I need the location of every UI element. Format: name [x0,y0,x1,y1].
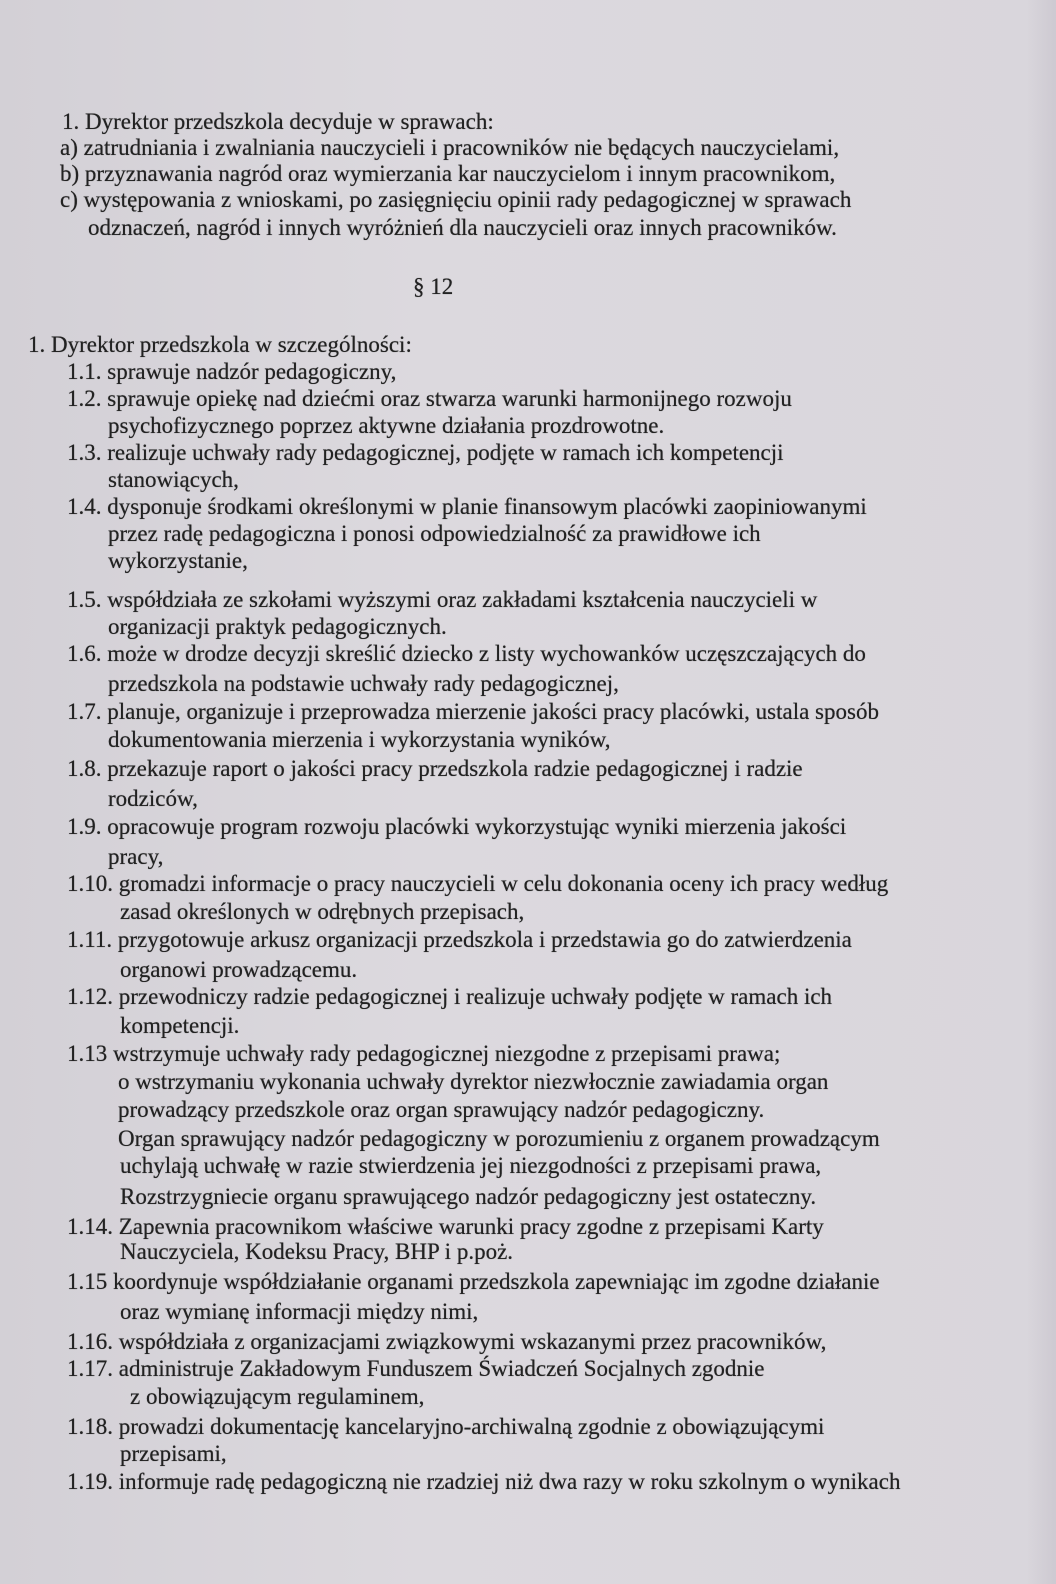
text-line: stanowiących, [108,467,239,492]
text-line: 1.11. przygotowuje arkusz organizacji przedszkola i przedstawia go do zatwierdzenia [67,927,852,952]
text-line: Rozstrzygniecie organu sprawującego nadzór pedagogiczny jest ostateczny. [120,1184,817,1209]
text-line: organowi prowadzącemu. [120,957,358,982]
text-line: 1.19. informuje radę pedagogiczną nie rzadziej niż dwa razy w roku szkolnym o wynikach [67,1469,901,1494]
page-edge-shadow [1026,0,1056,1584]
text-line: 1.4. dysponuje środkami określonymi w planie finansowym placówki zaopiniowanymi [67,494,867,519]
text-line: pracy, [108,844,164,869]
text-line: a) zatrudniania i zwalniania nauczycieli i pracowników nie będących nauczycielami, [60,135,840,160]
text-line: Nauczyciela, Kodeksu Pracy, BHP i p.poż. [120,1239,514,1264]
text-line: 1.2. sprawuje opiekę nad dziećmi oraz stwarza warunki harmonijnego rozwoju [67,386,792,411]
text-line: c) występowania z wnioskami, po zasięgnięciu opinii rady pedagogicznej w sprawach [60,187,852,212]
text-line: 1.12. przewodniczy radzie pedagogicznej i realizuje uchwały podjęte w ramach ich [67,984,833,1009]
text-line: o wstrzymaniu wykonania uchwały dyrektor niezwłocznie zawiadamia organ [118,1069,829,1094]
text-line: b) przyznawania nagród oraz wymierzania kar nauczycielom i innym pracownikom, [60,161,836,186]
text-line: przez radę pedagogiczna i ponosi odpowiedzialność za prawidłowe ich [108,521,761,546]
text-line: 1.16. współdziała z organizacjami związkowymi wskazanymi przez pracowników, [67,1329,827,1354]
text-line: 1.5. współdziała ze szkołami wyższymi oraz zakładami kształcenia nauczycieli w [67,587,818,612]
text-line: wykorzystanie, [108,548,248,573]
text-line: 1.8. przekazuje raport o jakości pracy przedszkola radzie pedagogicznej i radzie [67,756,803,781]
paragraph-heading: § 12 [413,274,454,299]
text-line: 1.7. planuje, organizuje i przeprowadza mierzenie jakości pracy placówki, ustala sposób [67,699,879,724]
text-line: 1.13 wstrzymuje uchwały rady pedagogicznej niezgodne z przepisami prawa; [67,1041,781,1066]
text-line: rodziców, [108,786,198,811]
text-line: przepisami, [120,1441,227,1466]
text-line: 1.15 koordynuje współdziałanie organami przedszkola zapewniając im zgodne działanie [67,1269,880,1294]
text-line: psychofizycznego poprzez aktywne działania prozdrowotne. [108,413,665,438]
text-line: Organ sprawujący nadzór pedagogiczny w porozumieniu z organem prowadzącym [118,1126,880,1151]
text-line: prowadzący przedszkole oraz organ sprawujący nadzór pedagogiczny. [118,1097,765,1122]
text-line: przedszkola na podstawie uchwały rady pedagogicznej, [108,671,619,696]
text-line: organizacji praktyk pedagogicznych. [108,614,447,639]
text-line: 1.9. opracowuje program rozwoju placówki wykorzystując wyniki mierzenia jakości [67,814,847,839]
text-line: 1. Dyrektor przedszkola decyduje w sprawach: [62,109,494,134]
text-line: 1.6. może w drodze decyzji skreślić dziecko z listy wychowanków uczęszczających do [67,641,866,666]
text-line: dokumentowania mierzenia i wykorzystania wyników, [108,727,611,752]
text-line: 1.17. administruje Zakładowym Funduszem Świadczeń Socjalnych zgodnie [67,1356,765,1381]
text-line: uchylają uchwałę w razie stwierdzenia jej niezgodności z przepisami prawa, [120,1153,822,1178]
text-line: 1. Dyrektor przedszkola w szczególności: [28,332,412,357]
text-line: kompetencji. [120,1013,240,1038]
text-line: 1.18. prowadzi dokumentację kancelaryjno-archiwalną zgodnie z obowiązującymi [67,1414,825,1439]
text-line: 1.14. Zapewnia pracownikom właściwe warunki pracy zgodne z przepisami Karty [67,1214,824,1239]
text-line: z obowiązującym regulaminem, [130,1384,425,1409]
text-line: 1.1. sprawuje nadzór pedagogiczny, [67,359,397,384]
text-line: 1.3. realizuje uchwały rady pedagogicznej, podjęte w ramach ich kompetencji [67,440,784,465]
text-line: oraz wymianę informacji między nimi, [120,1299,479,1324]
text-line: zasad określonych w odrębnych przepisach, [120,899,525,924]
text-line: odznaczeń, nagród i innych wyróżnień dla nauczycieli oraz innych pracowników. [88,215,837,240]
text-line: 1.10. gromadzi informacje o pracy nauczycieli w celu dokonania oceny ich pracy według [67,871,889,896]
